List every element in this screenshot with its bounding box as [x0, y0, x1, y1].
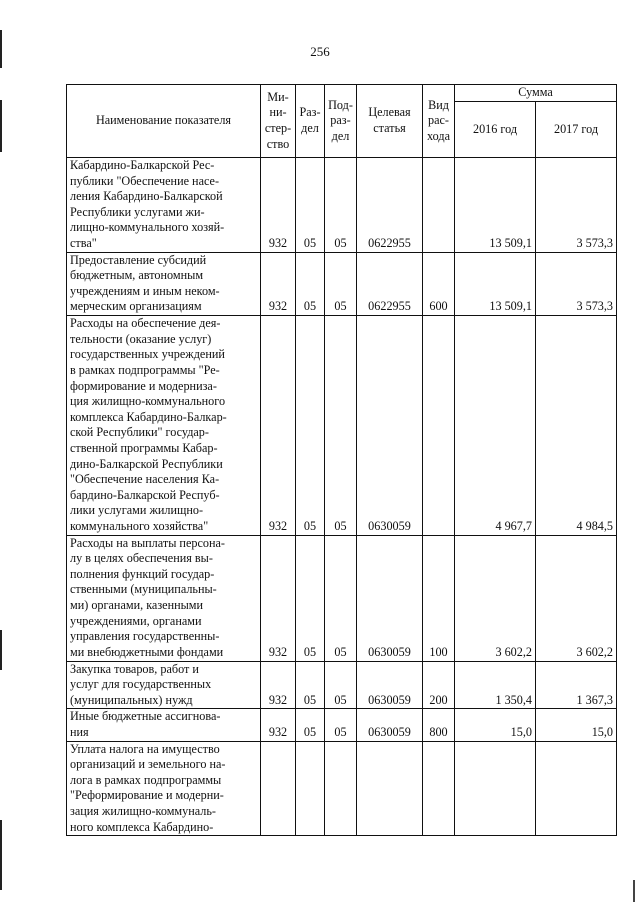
margin-mark [0, 820, 2, 890]
row-section: 05 [296, 158, 325, 253]
row-name: Расходы на обеспечение дея- тельности (оказание услуг) государственных учреждений в рамках подпрограммы "Ре- формирование и модерниза- ция жилищно-коммунального комплекса Кабардино-Балкар- ской Республики" государ- ственной программы Кабар- дино-Балкарской Республики "Обеспечение населения Ка- бардино-Балкарской Респуб- лики услугами жилищно- коммунального хозяйства" [67, 316, 261, 536]
row-sum-2017: 1 367,3 [536, 661, 617, 709]
row-section: 05 [296, 661, 325, 709]
table-row [67, 252, 617, 315]
row-ministry: 932 [261, 661, 296, 709]
header-year-2017: 2017 год [536, 102, 617, 158]
row-subsection: 05 [325, 316, 357, 536]
row-target-article: 0630059 [357, 535, 423, 661]
row-expense-type [423, 741, 455, 836]
budget-table [66, 84, 617, 836]
row-ministry: 932 [261, 158, 296, 253]
page-number: 256 [310, 44, 330, 59]
row-subsection: 05 [325, 661, 357, 709]
row-sum-2017: 4 984,5 [536, 316, 617, 536]
row-sum-2017: 3 602,2 [536, 535, 617, 661]
row-target-article: 0630059 [357, 709, 423, 741]
header-expense-type: Вид рас- хода [423, 85, 455, 158]
row-sum-2017 [536, 741, 617, 836]
row-sum-2016: 3 602,2 [455, 535, 536, 661]
row-expense-type: 800 [423, 709, 455, 741]
row-sum-2016: 4 967,7 [455, 316, 536, 536]
row-expense-type: 600 [423, 252, 455, 315]
header-sum: Сумма [455, 85, 617, 102]
row-expense-type [423, 158, 455, 253]
row-ministry: 932 [261, 252, 296, 315]
row-name: Иные бюджетные ассигнова- ния [67, 709, 261, 741]
row-name: Расходы на выплаты персона- лу в целях обеспечения вы- полнения функций государ- ственными (муниципальны- ми) органами, казенными учреждениями, органами управления государственны- ми внебюджетными фондами [67, 535, 261, 661]
row-sum-2016: 13 509,1 [455, 158, 536, 253]
row-target-article [357, 741, 423, 836]
row-subsection: 05 [325, 709, 357, 741]
row-sum-2016: 1 350,4 [455, 661, 536, 709]
row-subsection: 05 [325, 252, 357, 315]
row-subsection [325, 741, 357, 836]
row-ministry: 932 [261, 535, 296, 661]
header-ministry: Ми- ни- стер- ство [261, 85, 296, 158]
row-sum-2016: 13 509,1 [455, 252, 536, 315]
row-sum-2017: 3 573,3 [536, 252, 617, 315]
row-sum-2017: 3 573,3 [536, 158, 617, 253]
row-name: Кабардино-Балкарской Рес- публики "Обеспечение насе- ления Кабардино-Балкарской Республики услугами жи- лищно-коммунального хозяй- ства" [67, 158, 261, 253]
row-section: 05 [296, 316, 325, 536]
row-sum-2016 [455, 741, 536, 836]
row-ministry: 932 [261, 316, 296, 536]
table-row [67, 661, 617, 709]
row-target-article: 0630059 [357, 316, 423, 536]
table-header-row [67, 85, 617, 102]
table-row [67, 158, 617, 253]
table-row [67, 709, 617, 741]
row-name: Уплата налога на имущество организаций и земельного на- лога в рамках подпрограммы "Реформирование и модерни- зация жилищно-коммуналь- ного комплекса Кабардино- [67, 741, 261, 836]
margin-mark [0, 30, 2, 68]
row-section: 05 [296, 252, 325, 315]
header-name: Наименование показателя [67, 85, 261, 158]
row-ministry [261, 741, 296, 836]
row-sum-2016: 15,0 [455, 709, 536, 741]
margin-mark [0, 630, 2, 670]
row-section: 05 [296, 709, 325, 741]
row-sum-2017: 15,0 [536, 709, 617, 741]
row-subsection: 05 [325, 158, 357, 253]
header-subsection: Под- раз- дел [325, 85, 357, 158]
row-expense-type: 100 [423, 535, 455, 661]
row-target-article: 0622955 [357, 158, 423, 253]
table-row [67, 316, 617, 536]
table-row [67, 741, 617, 836]
margin-mark [0, 100, 2, 152]
header-year-2016: 2016 год [455, 102, 536, 158]
row-expense-type [423, 316, 455, 536]
row-section [296, 741, 325, 836]
row-ministry: 932 [261, 709, 296, 741]
row-name: Закупка товаров, работ и услуг для государственных (муниципальных) нужд [67, 661, 261, 709]
header-target-article: Целевая статья [357, 85, 423, 158]
row-name: Предоставление субсидий бюджетным, автономным учреждениям и иным неком- мерческим организациям [67, 252, 261, 315]
row-expense-type: 200 [423, 661, 455, 709]
row-target-article: 0630059 [357, 661, 423, 709]
row-section: 05 [296, 535, 325, 661]
margin-mark [633, 880, 635, 902]
row-subsection: 05 [325, 535, 357, 661]
header-section: Раз- дел [296, 85, 325, 158]
table-row [67, 535, 617, 661]
row-target-article: 0622955 [357, 252, 423, 315]
